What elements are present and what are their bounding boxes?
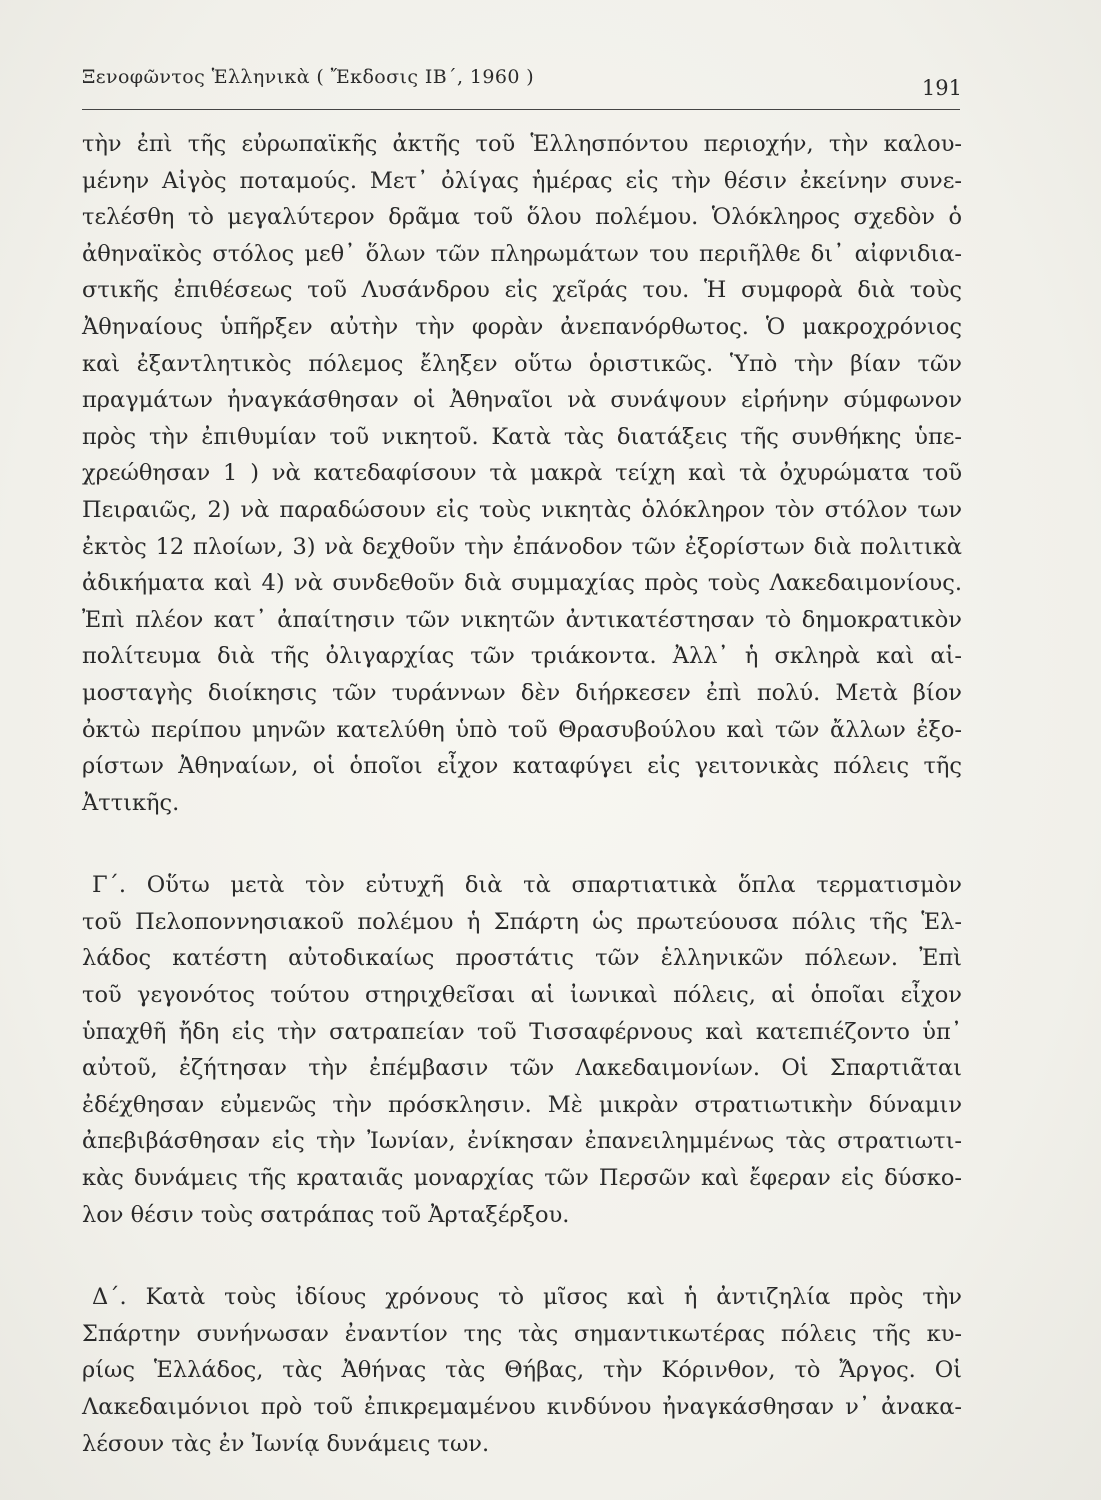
text-line: Πειραιῶς, 2) νὰ παραδώσουν εἰς τοὺς νικητὰς ὁλόκληρον τὸν στόλον των — [82, 496, 962, 523]
text-line: Ἀθηναίους ὑπῆρξεν αὐτὴν τὴν φορὰν ἀνεπανόρθωτος. Ὁ μακροχρόνιος — [82, 313, 962, 340]
text-line: στικῆς ἐπιθέσεως τοῦ Λυσάνδρου εἰς χεῖράς του. Ἡ συμφορὰ διὰ τοὺς — [82, 277, 962, 304]
body-text — [82, 126, 962, 1462]
text-line: ρίως Ἑλλάδος, τὰς Ἀθήνας τὰς Θήβας, τὴν Κόρινθον, τὸ Ἄργος. Οἱ — [82, 1357, 962, 1384]
text-line: τοῦ γεγονότος τούτου στηριχθεῖσαι αἱ ἰωνικαὶ πόλεις, αἱ ὁποῖαι εἶχον — [82, 982, 962, 1009]
text-line: Ἀττικῆς. — [82, 789, 180, 816]
paragraph-1 — [82, 126, 962, 821]
text-line: τὴν ἐπὶ τῆς εὐρωπαϊκῆς ἀκτῆς τοῦ Ἑλλησπόντου περιοχήν, τὴν καλου- — [82, 131, 962, 157]
text-line: τοῦ Πελοποννησιακοῦ πολέμου ἡ Σπάρτη ὡς πρωτεύουσα πόλις τῆς Ἑλ- — [82, 908, 962, 935]
text-line: Σπάρτην συνήνωσαν ἐναντίον της τὰς σημαντικωτέρας πόλεις τῆς κυ- — [82, 1320, 962, 1347]
text-line: αὐτοῦ, ἐζήτησαν τὴν ἐπέμβασιν τῶν Λακεδαιμονίων. Οἱ Σπαρτιᾶται — [82, 1055, 962, 1082]
text-line: λάδος κατέστη αὐτοδικαίως προστάτις τῶν ἑλληνικῶν πόλεων. Ἐπὶ — [82, 945, 962, 972]
text-line: ἀθηναϊκὸς στόλος μεθ᾽ ὅλων τῶν πληρωμάτων του περιῆλθε δι᾽ αἰφνιδια- — [82, 240, 962, 267]
text-line: μοσταγὴς διοίκησις τῶν τυράννων δὲν διήρκεσεν ἐπὶ πολύ. Μετὰ βίον — [82, 679, 962, 706]
text-line: ἀδικήματα καὶ 4) νὰ συνδεθοῦν διὰ συμμαχίας πρὸς τοὺς Λακεδαιμονίους. — [82, 570, 962, 597]
text-line: Δ΄. Κατὰ τοὺς ἰδίους χρόνους τὸ μῖσος καὶ ἡ ἀντιζηλία πρὸς τὴν — [92, 1284, 962, 1311]
text-line: τελέσθη τὸ μεγαλύτερον δρᾶμα τοῦ ὅλου πολέμου. Ὁλόκληρος σχεδὸν ὁ — [82, 204, 962, 231]
text-line: λον θέσιν τοὺς σατράπας τοῦ Ἀρταξέρξου. — [82, 1201, 570, 1228]
page-number: 191 — [921, 76, 962, 100]
text-line: ἀπεβιβάσθησαν εἰς τὴν Ἰωνίαν, ἐνίκησαν ἐπανειλημμένως τὰς στρατιωτι- — [82, 1128, 962, 1155]
text-line: πολίτευμα διὰ τῆς ὀλιγαρχίας τῶν τριάκοντα. Ἀλλ᾽ ἡ σκληρὰ καὶ αἱ- — [82, 643, 962, 670]
text-line: ἐδέχθησαν εὐμενῶς τὴν πρόσκλησιν. Μὲ μικρὰν στρατιωτικὴν δύναμιν — [82, 1091, 962, 1118]
text-line: Ἐπὶ πλέον κατ᾽ ἀπαίτησιν τῶν νικητῶν ἀντικατέστησαν τὸ δημοκρατικὸν — [82, 606, 962, 633]
text-line: ἐκτὸς 12 πλοίων, 3) νὰ δεχθοῦν τὴν ἐπάνοδον τῶν ἐξορίστων διὰ πολιτικὰ — [82, 533, 962, 560]
text-line: μένην Αἰγὸς ποταμούς. Μετ᾽ ὀλίγας ἡμέρας εἰς τὴν θέσιν ἐκείνην συνε- — [82, 167, 962, 194]
text-line: πρὸς τὴν ἐπιθυμίαν τοῦ νικητοῦ. Κατὰ τὰς διατάξεις τῆς συνθήκης ὑπε- — [82, 423, 962, 450]
text-line: ρίστων Ἀθηναίων, οἱ ὁποῖοι εἶχον καταφύγει εἰς γειτονικὰς πόλεις τῆς — [82, 753, 962, 780]
text-line: χρεώθησαν 1 ) νὰ κατεδαφίσουν τὰ μακρὰ τείχη καὶ τὰ ὀχυρώματα τοῦ — [82, 460, 962, 487]
page-header — [82, 66, 962, 106]
text-line: ὑπαχθῆ ἤδη εἰς τὴν σατραπείαν τοῦ Τισσαφέρνους καὶ κατεπιέζοντο ὑπ᾽ — [82, 1018, 962, 1045]
text-line: Γ΄. Οὕτω μετὰ τὸν εὐτυχῆ διὰ τὰ σπαρτιατικὰ ὅπλα τερματισμὸν — [92, 872, 962, 899]
running-title: Ξενοφῶντος Ἑλληνικὰ ( Ἔκδοσις ΙΒ΄, 1960 ) — [82, 66, 535, 88]
paragraph-3 — [82, 1279, 962, 1462]
text-line: καὶ ἐξαντλητικὸς πόλεμος ἔληξεν οὕτω ὁριστικῶς. Ὑπὸ τὴν βίαν τῶν — [82, 350, 962, 377]
text-line: κὰς δυνάμεις τῆς κραταιᾶς μοναρχίας τῶν Περσῶν καὶ ἔφεραν εἰς δύσκο- — [82, 1165, 962, 1192]
text-line: πραγμάτων ἠναγκάσθησαν οἱ Ἀθηναῖοι νὰ συνάψουν εἰρήνην σύμφωνον — [82, 387, 962, 414]
text-line: ὀκτὼ περίπου μηνῶν κατελύθη ὑπὸ τοῦ Θρασυβούλου καὶ τῶν ἄλλων ἐξο- — [82, 716, 962, 743]
paragraph-gap — [82, 1233, 962, 1279]
paragraph-gap — [82, 821, 962, 867]
text-line: λέσουν τὰς ἐν Ἰωνίᾳ δυνάμεις των. — [82, 1430, 490, 1457]
header-rule — [82, 109, 960, 110]
paragraph-2 — [82, 867, 962, 1233]
text-line: Λακεδαιμόνιοι πρὸ τοῦ ἐπικρεμαμένου κινδύνου ἠναγκάσθησαν ν᾽ ἀνακα- — [82, 1394, 962, 1420]
